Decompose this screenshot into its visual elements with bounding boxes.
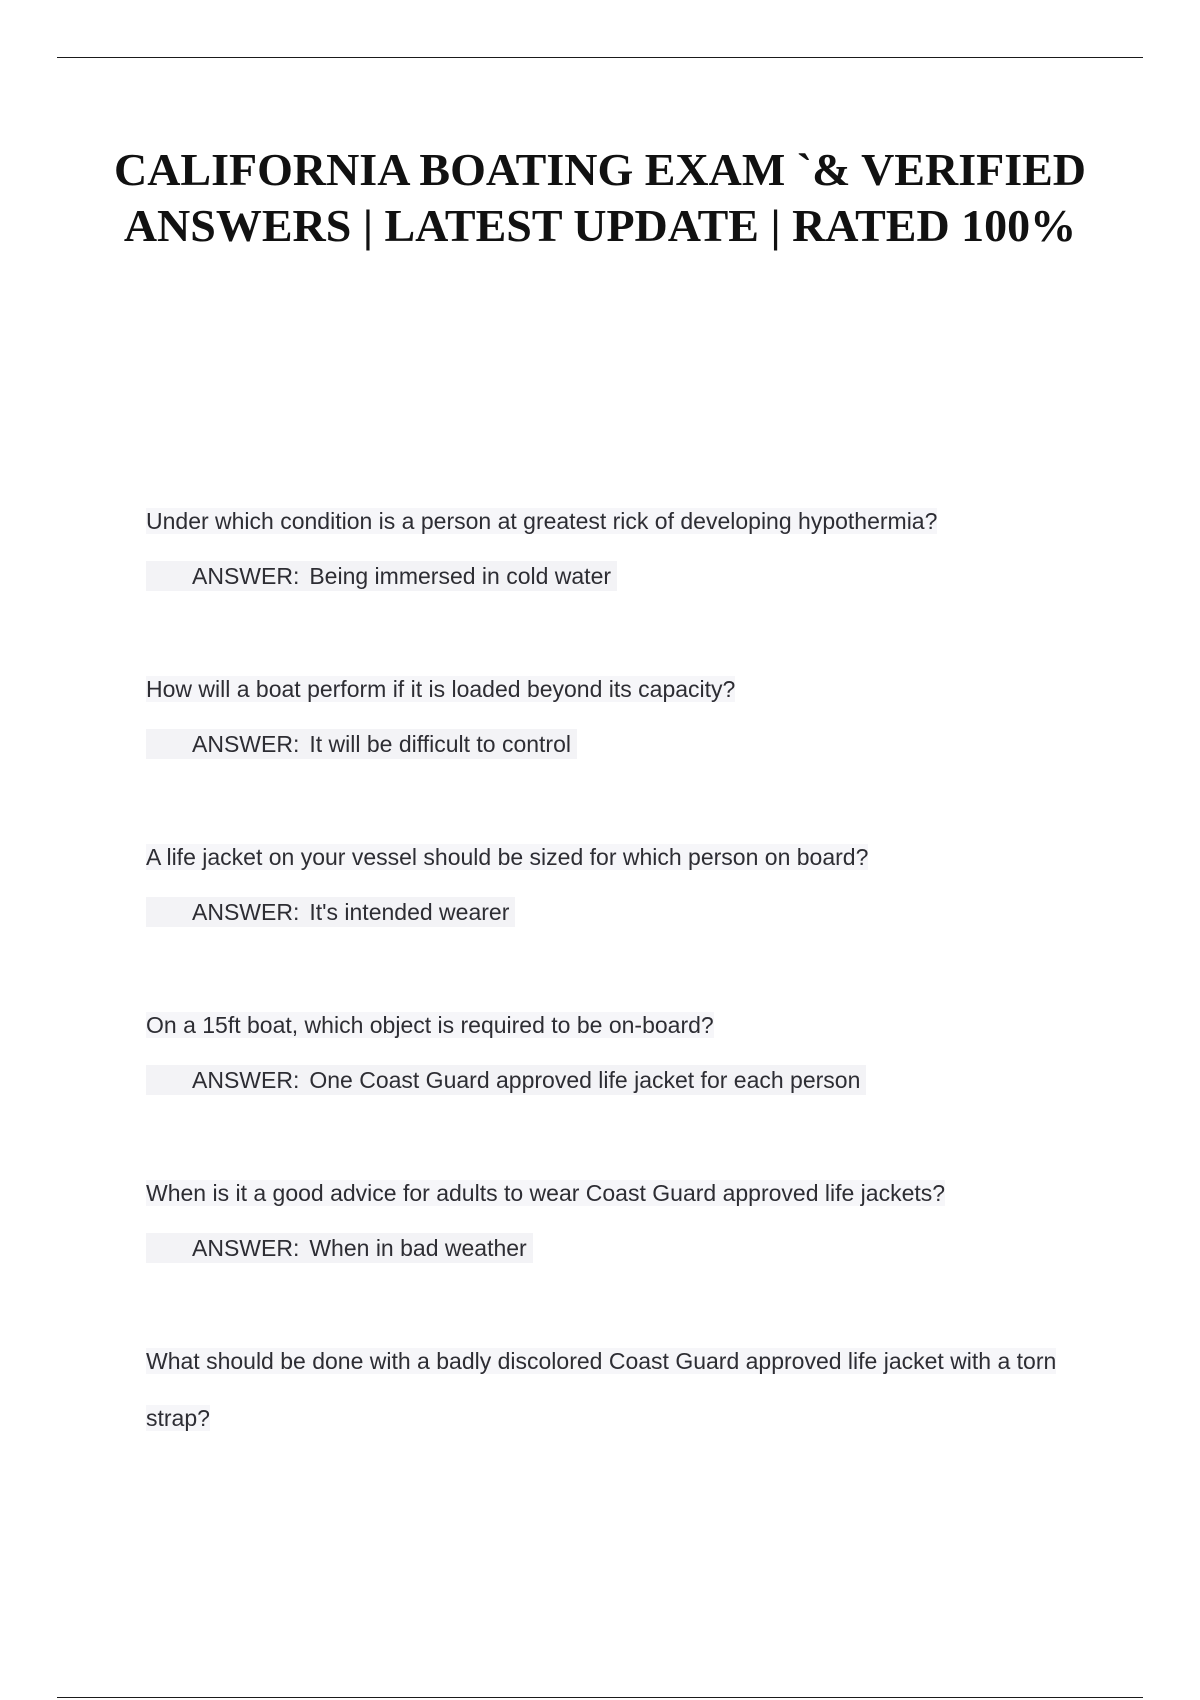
answer-label: ANSWER: (192, 731, 300, 757)
question-text: What should be done with a badly discolored Coast Guard approved life jacket with a torn strap? (146, 1348, 1057, 1431)
bottom-divider (57, 1697, 1143, 1698)
question-text: On a 15ft boat, which object is required to be on-board? (146, 1012, 714, 1038)
answer-label: ANSWER: (192, 563, 300, 589)
answer-line (146, 729, 577, 759)
answer-text: Being immersed in cold water (309, 563, 612, 589)
qa-item (146, 673, 1086, 841)
answer-line (146, 1233, 533, 1263)
answer-line (146, 561, 617, 591)
qa-item (146, 841, 1086, 1009)
qa-item (146, 1177, 1086, 1345)
qa-item (146, 1009, 1086, 1177)
answer-text: It will be difficult to control (309, 731, 571, 757)
qa-item (146, 1333, 1086, 1501)
question-text: How will a boat perform if it is loaded beyond its capacity? (146, 676, 736, 702)
question-text: A life jacket on your vessel should be sized for which person on board? (146, 844, 869, 870)
answer-text: One Coast Guard approved life jacket for each person (309, 1067, 861, 1093)
document-title: CALIFORNIA BOATING EXAM `& VERIFIED ANSWERS | LATEST UPDATE | RATED 100% (113, 144, 1087, 251)
question-text: Under which condition is a person at greatest rick of developing hypothermia? (146, 508, 938, 534)
answer-label: ANSWER: (192, 1235, 300, 1261)
question-text: When is it a good advice for adults to wear Coast Guard approved life jackets? (146, 1180, 946, 1206)
answer-label: ANSWER: (192, 1067, 300, 1093)
top-divider (57, 57, 1143, 58)
answer-text: When in bad weather (309, 1235, 527, 1261)
answer-text: It's intended wearer (309, 899, 510, 925)
answer-label: ANSWER: (192, 899, 300, 925)
qa-list (146, 505, 1086, 1501)
answer-line (146, 1065, 866, 1095)
qa-item (146, 505, 1086, 673)
answer-line (146, 897, 515, 927)
